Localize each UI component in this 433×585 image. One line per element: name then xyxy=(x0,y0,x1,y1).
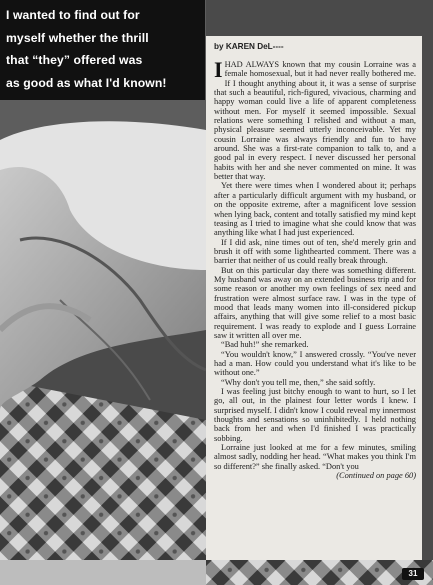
headline-line: myself whether the thrill xyxy=(6,30,149,45)
article-column xyxy=(206,36,422,560)
article-paragraph xyxy=(214,443,416,481)
article-paragraph: “Bad huh!” she remarked. xyxy=(221,340,309,350)
article-body xyxy=(214,57,416,481)
drop-cap: I xyxy=(214,57,223,82)
byline: by KAREN DeL---- xyxy=(214,42,284,51)
last-paragraph-text: Lorraine just looked at me for a few minutes, smiling almost sadly, nodding her head. “What makes you think I'm so different?” she finally asked. “Don't you xyxy=(214,443,416,471)
article-paragraph: If I did ask, nine times out of ten, she'd merely grin and brush it off with some lighthearted comment. There was a barrier that neither of us could really break through. xyxy=(214,237,416,266)
article-paragraph: Yet there were times when I wondered about it; perhaps after a particularly difficult argument with my husband, or on the opposite extreme, after a magnificent love session when lying back, content and totally satisfied my mind kept teasing as I tried to imagine what she could know that was anything like what I had just experienced. xyxy=(214,181,416,238)
article-paragraph: “You wouldn't know,” I answered crossly. “You've never had a man. How could you understand what it's like to be without one.” xyxy=(214,349,416,378)
first-paragraph-text: HAD ALWAYS known that my cousin Lorraine was a female homosexual, but it had never really bothered me. If I thought anything about it, it was a sense of surprise that such a beautiful, rich-figured, vivacious, charming and happy woman could live a life of apparent completeness without men. For myself it seemed impossible. Sexual relations were something I relished and without a man, physical pleasure seemed utterly inconceivable. Yet my cousin Lorraine was always friendly and fun to have around. She was a first-rate companion to talk to, and a good pal in every respect. I never discussed her personal habits with her and she never commented on mine. It was better that way. xyxy=(214,60,416,182)
article-paragraph: But on this particular day there was something different. My husband was away on an extended business trip and for some reason or another my own feelings of sex need and frustration were almost surface raw. I was in the type of mood that leads many women into ill-considered pickup affairs, anything that will give some relief to a most basic requirement. I was ready to explode and I guess Lorraine saw it written all over me. xyxy=(214,265,416,340)
page-number: 31 xyxy=(402,568,424,580)
article-paragraph: “Why don't you tell me, then,” she said softly. xyxy=(221,377,376,387)
article-paragraph xyxy=(214,57,416,182)
article-paragraph: I was feeling just bitchy enough to want to hurt, so I let go, all out, in the plainest four letter words I knew. I surprised myself. I didn't know I could reveal my innermost thoughts and sensations so uninhibitedly. I held nothing back from her and when I'd finished I was practically sobbing. xyxy=(214,387,416,443)
headline-banner xyxy=(0,0,205,100)
headline-line: that “they” offered was xyxy=(6,53,143,67)
continued-note: (Continued on page 60) xyxy=(336,471,416,481)
headline-line: as good as what I'd known! xyxy=(6,75,167,90)
headline-line: I wanted to find out for xyxy=(6,8,140,22)
